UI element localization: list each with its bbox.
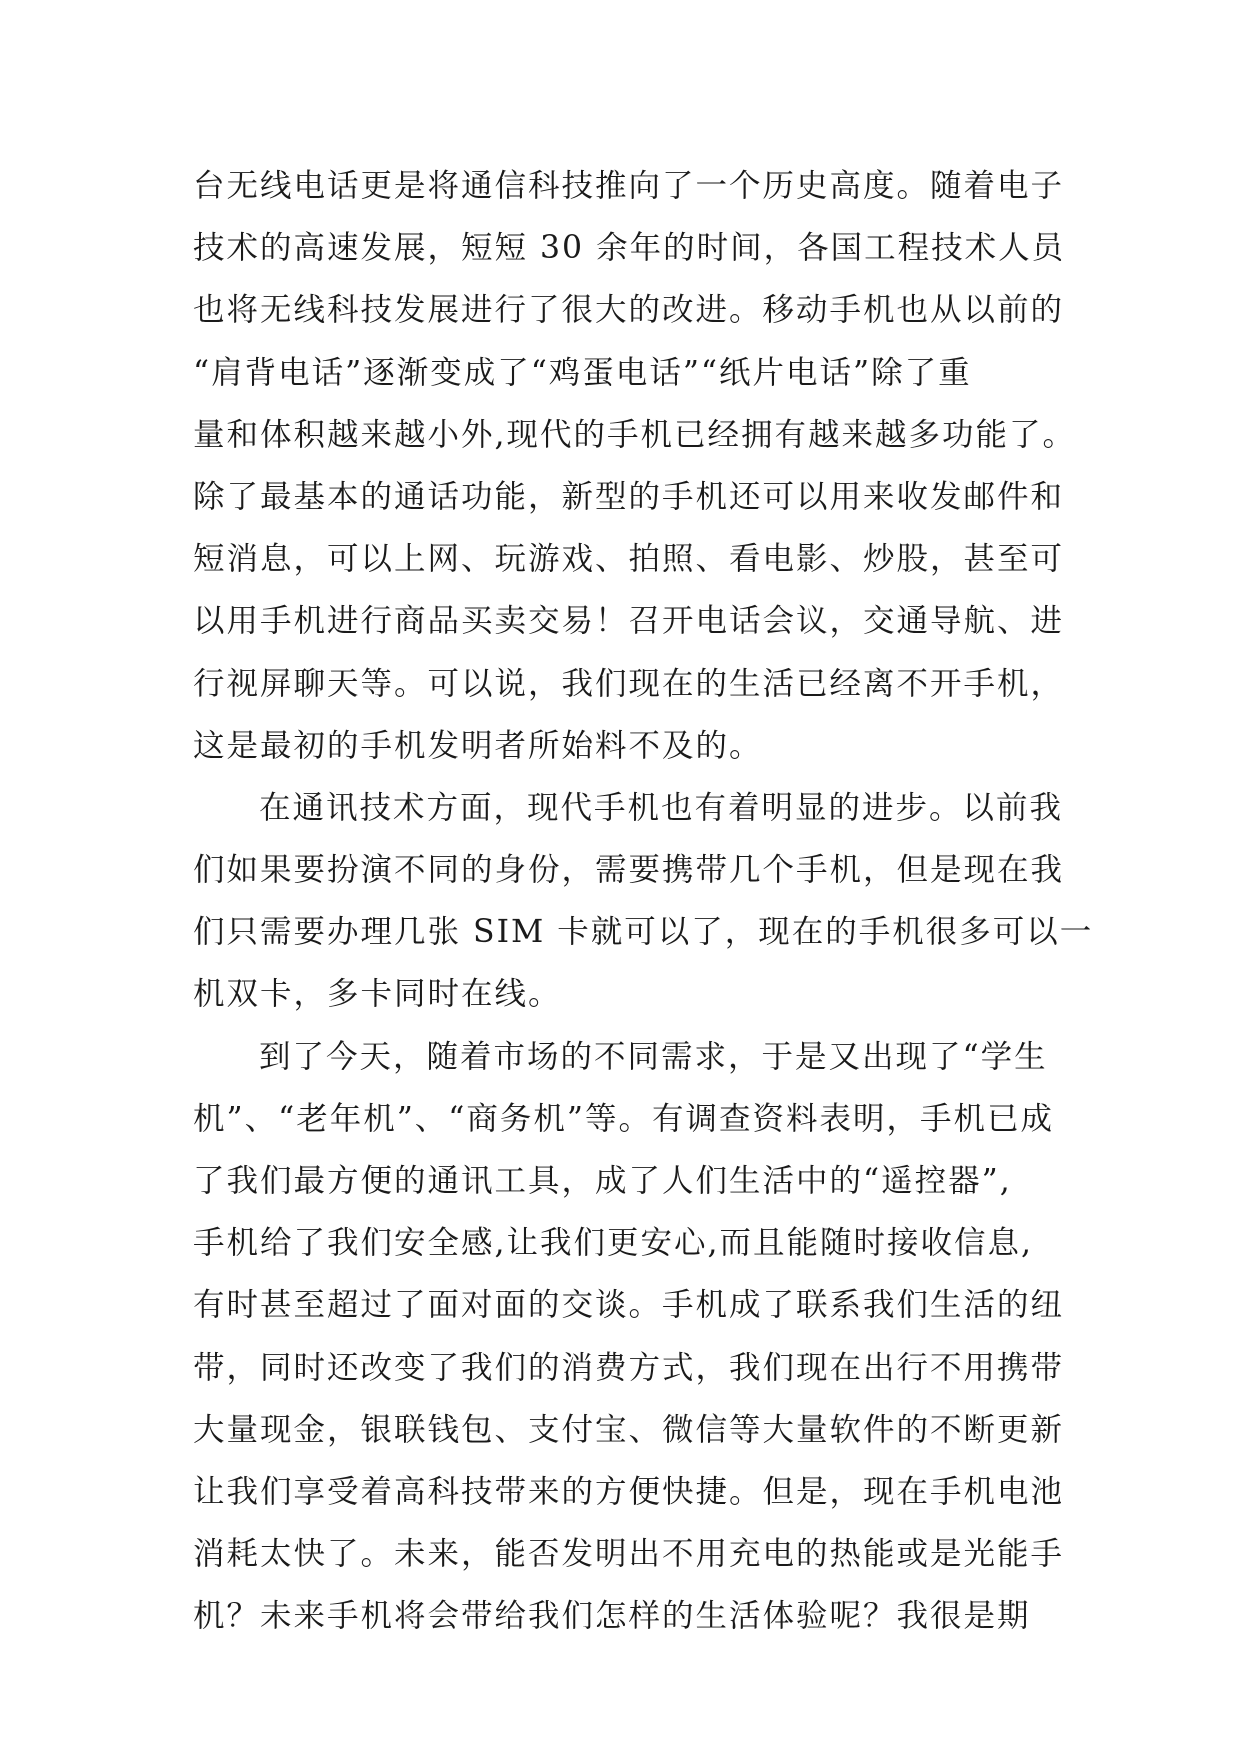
paragraph-start-line: 在通讯技术方面，现代手机也有着明显的进步。以前我 <box>259 789 1064 826</box>
text-line: 们如果要扮演不同的身份，需要携带几个手机，但是现在我 <box>193 852 1065 889</box>
text-line: 手机给了我们安全感,让我们更安心,而且能随时接收信息, <box>193 1225 1034 1262</box>
text-line: 们只需要办理几张 SIM 卡就可以了，现在的手机很多可以一 <box>193 914 1094 951</box>
text-line: 行视屏聊天等。可以说，我们现在的生活已经离不开手机， <box>193 665 1065 702</box>
text-line: 以用手机进行商品买卖交易！召开电话会议，交通导航、进 <box>193 603 1065 640</box>
text-line: 让我们享受着高科技带来的方便快捷。但是，现在手机电池 <box>193 1473 1065 1510</box>
text-line: 除了最基本的通话功能，新型的手机还可以用来收发邮件和 <box>193 478 1065 515</box>
text-line: 有时甚至超过了面对面的交谈。手机成了联系我们生活的纽 <box>193 1287 1065 1324</box>
text-line: 大量现金，银联钱包、支付宝、微信等大量软件的不断更新 <box>193 1411 1065 1448</box>
text-line: 了我们最方便的通讯工具，成了人们生活中的“遥控器”, <box>193 1163 1012 1199</box>
text-line: 短消息，可以上网、玩游戏、拍照、看电影、炒股，甚至可 <box>193 541 1065 578</box>
text-line: 机双卡，多卡同时在线。 <box>193 976 562 1013</box>
text-line: 量和体积越来越小外,现代的手机已经拥有越来越多功能了。 <box>193 416 1077 453</box>
text-line: “肩背电话”逐渐变成了“鸡蛋电话”“纸片电话”除了重 <box>193 354 972 391</box>
text-line: 技术的高速发展，短短 30 余年的时间，各国工程技术人员 <box>193 230 1066 267</box>
text-line: 也将无线科技发展进行了很大的改进。移动手机也从以前的 <box>193 292 1065 329</box>
text-line: 机”、“老年机”、“商务机”等。有调查资料表明，手机已成 <box>193 1100 1055 1137</box>
text-line: 机？未来手机将会带给我们怎样的生活体验呢？我很是期 <box>193 1598 1031 1635</box>
text-line: 带，同时还改变了我们的消费方式，我们现在出行不用携带 <box>193 1349 1065 1386</box>
paragraph-start-line: 到了今天，随着市场的不同需求，于是又出现了“学生 <box>259 1038 1048 1075</box>
text-line: 这是最初的手机发明者所始料不及的。 <box>193 727 763 764</box>
text-line: 台无线电话更是将通信科技推向了一个历史高度。随着电子 <box>193 168 1065 204</box>
body-text <box>193 155 1094 1648</box>
text-line: 消耗太快了。未来，能否发明出不用充电的热能或是光能手 <box>193 1536 1065 1573</box>
